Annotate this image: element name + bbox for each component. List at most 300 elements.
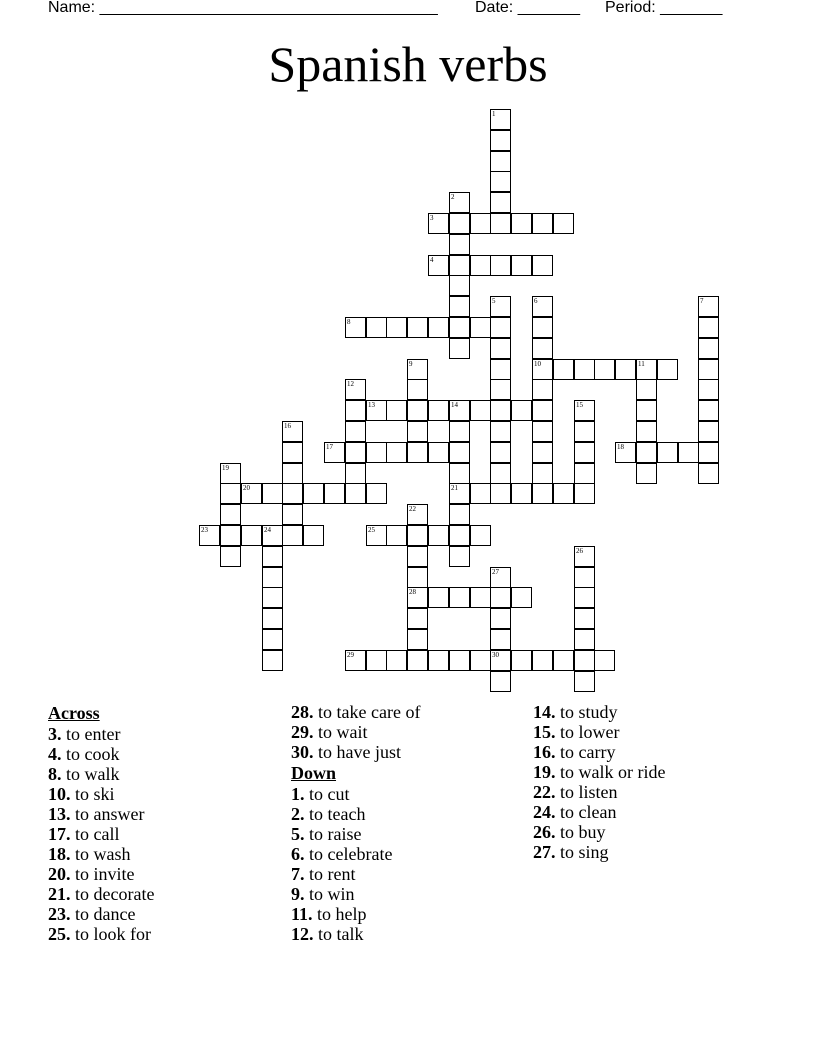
across-clue	[48, 844, 154, 864]
clues-column-2	[291, 702, 420, 944]
across-clue	[291, 722, 420, 742]
clue-number: 13.	[48, 804, 71, 824]
cell-number: 21	[451, 484, 458, 492]
clue-text: to study	[555, 702, 618, 722]
down-clue	[533, 822, 665, 842]
grid-cell[interactable]	[366, 483, 387, 504]
cell-number: 28	[409, 588, 416, 596]
grid-cell[interactable]	[490, 421, 511, 442]
grid-cell[interactable]	[220, 525, 241, 546]
grid-cell[interactable]	[490, 442, 511, 463]
clue-number: 22.	[533, 782, 556, 802]
down-clue	[533, 782, 665, 802]
down-clue	[533, 802, 665, 822]
grid-cell[interactable]	[428, 650, 449, 671]
clue-number: 28.	[291, 702, 314, 722]
grid-cell[interactable]	[470, 650, 491, 671]
across-clue	[48, 824, 154, 844]
grid-cell[interactable]	[532, 317, 553, 338]
clue-text: to answer	[70, 804, 145, 824]
clues-column-3	[533, 702, 665, 862]
grid-cell[interactable]	[532, 213, 553, 234]
across-clue	[48, 724, 154, 744]
clue-number: 2.	[291, 804, 305, 824]
grid-cell[interactable]	[470, 525, 491, 546]
grid-cell[interactable]	[241, 525, 262, 546]
grid-cell[interactable]	[490, 567, 511, 588]
grid-cell[interactable]	[407, 400, 428, 421]
grid-cell[interactable]	[594, 359, 615, 380]
grid-cell[interactable]	[345, 379, 366, 400]
clue-number: 25.	[48, 924, 71, 944]
grid-cell[interactable]	[574, 671, 595, 692]
cell-number: 7	[700, 297, 704, 305]
clue-number: 9.	[291, 884, 305, 904]
grid-cell[interactable]	[407, 504, 428, 525]
grid-cell[interactable]	[366, 317, 387, 338]
grid-cell[interactable]	[490, 483, 511, 504]
grid-cell[interactable]	[490, 317, 511, 338]
cell-number: 16	[284, 422, 291, 430]
grid-cell[interactable]	[636, 400, 657, 421]
grid-cell[interactable]	[470, 587, 491, 608]
grid-cell[interactable]	[262, 608, 283, 629]
grid-cell[interactable]	[282, 421, 303, 442]
grid-cell[interactable]	[698, 442, 719, 463]
clue-number: 17.	[48, 824, 71, 844]
grid-cell[interactable]	[449, 213, 470, 234]
grid-cell[interactable]	[407, 379, 428, 400]
grid-cell[interactable]	[511, 255, 532, 276]
cell-number: 23	[201, 526, 208, 534]
grid-cell[interactable]	[241, 483, 262, 504]
puzzle-title: Spanish verbs	[268, 36, 548, 92]
cell-number: 13	[368, 401, 375, 409]
grid-cell[interactable]	[698, 296, 719, 317]
grid-cell[interactable]	[470, 213, 491, 234]
grid-cell[interactable]	[574, 567, 595, 588]
cell-number: 15	[576, 401, 583, 409]
clue-text: to ski	[70, 784, 115, 804]
grid-cell[interactable]	[407, 587, 428, 608]
grid-cell[interactable]	[574, 463, 595, 484]
across-clue	[48, 904, 154, 924]
grid-cell[interactable]	[449, 525, 470, 546]
grid-cell[interactable]	[490, 650, 511, 671]
grid-cell[interactable]	[490, 359, 511, 380]
clue-text: to take care of	[313, 702, 421, 722]
cell-number: 5	[492, 297, 496, 305]
clue-text: to decorate	[70, 884, 155, 904]
grid-cell[interactable]	[262, 525, 283, 546]
grid-cell[interactable]	[511, 213, 532, 234]
clue-number: 12.	[291, 924, 314, 944]
grid-cell[interactable]	[282, 525, 303, 546]
clue-number: 23.	[48, 904, 71, 924]
grid-cell[interactable]	[449, 275, 470, 296]
down-clue	[533, 742, 665, 762]
grid-cell[interactable]	[553, 483, 574, 504]
grid-cell[interactable]	[574, 650, 595, 671]
clue-text: to wait	[313, 722, 368, 742]
grid-cell[interactable]	[532, 338, 553, 359]
down-clue	[533, 722, 665, 742]
cell-number: 11	[638, 360, 645, 368]
cell-number: 27	[492, 568, 499, 576]
date-field[interactable]: Date: _______	[475, 0, 580, 16]
grid-cell[interactable]	[657, 442, 678, 463]
grid-cell[interactable]	[324, 442, 345, 463]
clue-text: to talk	[313, 924, 364, 944]
clue-number: 21.	[48, 884, 71, 904]
grid-cell[interactable]	[574, 483, 595, 504]
grid-cell[interactable]	[407, 546, 428, 567]
grid-cell[interactable]	[678, 442, 699, 463]
grid-cell[interactable]	[449, 442, 470, 463]
grid-cell[interactable]	[490, 400, 511, 421]
grid-cell[interactable]	[553, 650, 574, 671]
grid-cell[interactable]	[449, 504, 470, 525]
grid-cell[interactable]	[282, 442, 303, 463]
grid-cell[interactable]	[490, 671, 511, 692]
grid-cell[interactable]	[698, 359, 719, 380]
grid-cell[interactable]	[428, 587, 449, 608]
down-clue	[291, 784, 420, 804]
clue-text: to walk	[61, 764, 120, 784]
cell-number: 3	[430, 214, 434, 222]
cell-number: 10	[534, 360, 541, 368]
cell-number: 22	[409, 505, 416, 513]
grid-cell[interactable]	[532, 296, 553, 317]
period-field[interactable]: Period: _______	[605, 0, 723, 16]
grid-cell[interactable]	[428, 400, 449, 421]
across-clue	[48, 764, 154, 784]
grid-cell[interactable]	[262, 587, 283, 608]
grid-cell[interactable]	[449, 400, 470, 421]
grid-cell[interactable]	[698, 338, 719, 359]
grid-cell[interactable]	[345, 442, 366, 463]
grid-cell[interactable]	[532, 255, 553, 276]
grid-cell[interactable]	[220, 483, 241, 504]
grid-cell[interactable]	[574, 400, 595, 421]
cell-number: 14	[451, 401, 458, 409]
grid-cell[interactable]	[594, 650, 615, 671]
grid-cell[interactable]	[407, 608, 428, 629]
clue-text: to teach	[304, 804, 366, 824]
grid-cell[interactable]	[490, 296, 511, 317]
grid-cell[interactable]	[574, 442, 595, 463]
down-clue	[291, 844, 420, 864]
grid-cell[interactable]	[615, 442, 636, 463]
grid-cell[interactable]	[532, 421, 553, 442]
grid-cell[interactable]	[345, 421, 366, 442]
clue-text: to help	[312, 904, 367, 924]
grid-cell[interactable]	[366, 400, 387, 421]
clue-text: to lower	[555, 722, 620, 742]
clue-number: 20.	[48, 864, 71, 884]
grid-cell[interactable]	[407, 421, 428, 442]
grid-cell[interactable]	[698, 421, 719, 442]
grid-cell[interactable]	[407, 525, 428, 546]
grid-cell[interactable]	[262, 629, 283, 650]
grid-cell[interactable]	[490, 338, 511, 359]
clue-number: 3.	[48, 724, 62, 744]
down-heading: Down	[291, 763, 337, 783]
grid-cell[interactable]	[220, 546, 241, 567]
grid-cell[interactable]	[574, 629, 595, 650]
cell-number: 8	[347, 318, 351, 326]
cell-number: 29	[347, 651, 354, 659]
clue-number: 6.	[291, 844, 305, 864]
grid-cell[interactable]	[449, 192, 470, 213]
across-clue	[48, 864, 154, 884]
grid-cell[interactable]	[698, 463, 719, 484]
across-clue	[48, 804, 154, 824]
clue-number: 14.	[533, 702, 556, 722]
grid-cell[interactable]	[490, 109, 511, 130]
grid-cell[interactable]	[428, 525, 449, 546]
grid-cell[interactable]	[407, 442, 428, 463]
down-clue	[533, 702, 665, 722]
grid-cell[interactable]	[262, 546, 283, 567]
grid-cell[interactable]	[574, 608, 595, 629]
grid-cell[interactable]	[262, 483, 283, 504]
clue-number: 24.	[533, 802, 556, 822]
clue-number: 5.	[291, 824, 305, 844]
grid-cell[interactable]	[282, 483, 303, 504]
clue-text: to carry	[555, 742, 616, 762]
clue-text: to celebrate	[304, 844, 393, 864]
clue-text: to cut	[304, 784, 350, 804]
grid-cell[interactable]	[345, 650, 366, 671]
cell-number: 18	[617, 443, 624, 451]
grid-cell[interactable]	[470, 400, 491, 421]
down-clue	[291, 904, 420, 924]
across-clue	[291, 742, 420, 762]
clue-text: to raise	[304, 824, 362, 844]
clue-text: to cook	[61, 744, 120, 764]
grid-cell[interactable]	[636, 379, 657, 400]
grid-cell[interactable]	[470, 255, 491, 276]
grid-cell[interactable]	[698, 400, 719, 421]
clues-column-1	[48, 702, 154, 944]
grid-cell[interactable]	[490, 171, 511, 192]
grid-cell[interactable]	[220, 463, 241, 484]
grid-cell[interactable]	[490, 130, 511, 151]
grid-cell[interactable]	[490, 255, 511, 276]
clue-number: 16.	[533, 742, 556, 762]
clue-number: 27.	[533, 842, 556, 862]
grid-cell[interactable]	[449, 587, 470, 608]
clue-number: 1.	[291, 784, 305, 804]
grid-cell[interactable]	[553, 213, 574, 234]
across-clue	[48, 924, 154, 944]
grid-cell[interactable]	[490, 379, 511, 400]
grid-cell[interactable]	[324, 483, 345, 504]
clue-number: 4.	[48, 744, 62, 764]
across-clue	[48, 744, 154, 764]
clue-text: to listen	[555, 782, 618, 802]
clue-number: 18.	[48, 844, 71, 864]
cell-number: 24	[264, 526, 271, 534]
cell-number: 30	[492, 651, 499, 659]
grid-cell[interactable]	[428, 213, 449, 234]
cell-number: 19	[222, 464, 229, 472]
across-clue	[291, 702, 420, 722]
grid-cell[interactable]	[407, 629, 428, 650]
grid-cell[interactable]	[262, 650, 283, 671]
grid-cell[interactable]	[511, 483, 532, 504]
grid-cell[interactable]	[490, 629, 511, 650]
grid-cell[interactable]	[282, 463, 303, 484]
down-clue	[291, 804, 420, 824]
grid-cell[interactable]	[574, 546, 595, 567]
grid-cell[interactable]	[636, 463, 657, 484]
down-clue	[291, 824, 420, 844]
grid-cell[interactable]	[345, 400, 366, 421]
grid-cell[interactable]	[303, 483, 324, 504]
grid-cell[interactable]	[386, 650, 407, 671]
clue-number: 8.	[48, 764, 62, 784]
clue-text: to rent	[304, 864, 356, 884]
grid-cell[interactable]	[428, 317, 449, 338]
grid-cell[interactable]	[698, 379, 719, 400]
grid-cell[interactable]	[449, 255, 470, 276]
grid-cell[interactable]	[511, 587, 532, 608]
cell-number: 2	[451, 193, 455, 201]
grid-cell[interactable]	[532, 650, 553, 671]
grid-cell[interactable]	[449, 463, 470, 484]
grid-cell[interactable]	[345, 483, 366, 504]
grid-cell[interactable]	[553, 359, 574, 380]
across-heading: Across	[48, 703, 100, 723]
grid-cell[interactable]	[407, 359, 428, 380]
grid-cell[interactable]	[386, 317, 407, 338]
clue-number: 10.	[48, 784, 71, 804]
cell-number: 9	[409, 360, 413, 368]
grid-cell[interactable]	[407, 650, 428, 671]
grid-cell[interactable]	[449, 483, 470, 504]
grid-cell[interactable]	[636, 359, 657, 380]
grid-cell[interactable]	[636, 421, 657, 442]
grid-cell[interactable]	[532, 359, 553, 380]
name-field[interactable]: Name: ______________________________________	[48, 0, 438, 16]
clue-number: 19.	[533, 762, 556, 782]
grid-cell[interactable]	[449, 546, 470, 567]
clue-text: to wash	[70, 844, 131, 864]
clue-text: to have just	[313, 742, 401, 762]
grid-cell[interactable]	[199, 525, 220, 546]
grid-cell[interactable]	[532, 463, 553, 484]
grid-cell[interactable]	[490, 587, 511, 608]
grid-cell[interactable]	[615, 359, 636, 380]
cell-number: 26	[576, 547, 583, 555]
grid-cell[interactable]	[449, 296, 470, 317]
clue-text: to look for	[70, 924, 151, 944]
grid-cell[interactable]	[345, 463, 366, 484]
clue-text: to buy	[555, 822, 606, 842]
grid-cell[interactable]	[262, 567, 283, 588]
clue-number: 30.	[291, 742, 314, 762]
grid-cell[interactable]	[407, 317, 428, 338]
grid-cell[interactable]	[449, 317, 470, 338]
grid-cell[interactable]	[574, 359, 595, 380]
down-clue	[533, 762, 665, 782]
grid-cell[interactable]	[490, 192, 511, 213]
cell-number: 4	[430, 256, 434, 264]
clue-number: 7.	[291, 864, 305, 884]
clue-text: to sing	[555, 842, 609, 862]
grid-cell[interactable]	[532, 379, 553, 400]
down-clue	[291, 884, 420, 904]
grid-cell[interactable]	[490, 608, 511, 629]
grid-cell[interactable]	[366, 442, 387, 463]
grid-cell[interactable]	[470, 317, 491, 338]
grid-cell[interactable]	[386, 525, 407, 546]
cell-number: 12	[347, 380, 354, 388]
grid-cell[interactable]	[490, 213, 511, 234]
grid-cell[interactable]	[366, 525, 387, 546]
grid-cell[interactable]	[386, 400, 407, 421]
grid-cell[interactable]	[449, 338, 470, 359]
grid-cell[interactable]	[532, 483, 553, 504]
grid-cell[interactable]	[366, 650, 387, 671]
grid-cell[interactable]	[636, 442, 657, 463]
cell-number: 1	[492, 110, 496, 118]
grid-cell[interactable]	[532, 442, 553, 463]
grid-cell[interactable]	[470, 483, 491, 504]
grid-cell[interactable]	[657, 359, 678, 380]
grid-cell[interactable]	[449, 650, 470, 671]
clue-number: 26.	[533, 822, 556, 842]
grid-cell[interactable]	[449, 421, 470, 442]
down-clue	[291, 924, 420, 944]
grid-cell[interactable]	[428, 255, 449, 276]
grid-cell[interactable]	[407, 567, 428, 588]
grid-cell[interactable]	[345, 317, 366, 338]
down-clue	[533, 842, 665, 862]
clue-number: 15.	[533, 722, 556, 742]
grid-cell[interactable]	[574, 587, 595, 608]
grid-cell[interactable]	[511, 650, 532, 671]
across-clue	[48, 884, 154, 904]
grid-cell[interactable]	[532, 400, 553, 421]
clue-text: to call	[70, 824, 120, 844]
grid-cell[interactable]	[428, 442, 449, 463]
clue-number: 11.	[291, 904, 313, 924]
across-clue	[48, 784, 154, 804]
cell-number: 20	[243, 484, 250, 492]
grid-cell[interactable]	[574, 421, 595, 442]
clue-number: 29.	[291, 722, 314, 742]
grid-cell[interactable]	[449, 234, 470, 255]
cell-number: 25	[368, 526, 375, 534]
grid-cell[interactable]	[698, 317, 719, 338]
grid-cell[interactable]	[386, 442, 407, 463]
cell-number: 17	[326, 443, 333, 451]
clue-text: to dance	[70, 904, 136, 924]
clue-text: to enter	[61, 724, 121, 744]
cell-number: 6	[534, 297, 538, 305]
grid-cell[interactable]	[490, 151, 511, 172]
clue-text: to walk or ride	[555, 762, 666, 782]
grid-cell[interactable]	[220, 504, 241, 525]
grid-cell[interactable]	[282, 504, 303, 525]
grid-cell[interactable]	[303, 525, 324, 546]
grid-cell[interactable]	[511, 400, 532, 421]
grid-cell[interactable]	[490, 463, 511, 484]
clue-text: to invite	[70, 864, 135, 884]
